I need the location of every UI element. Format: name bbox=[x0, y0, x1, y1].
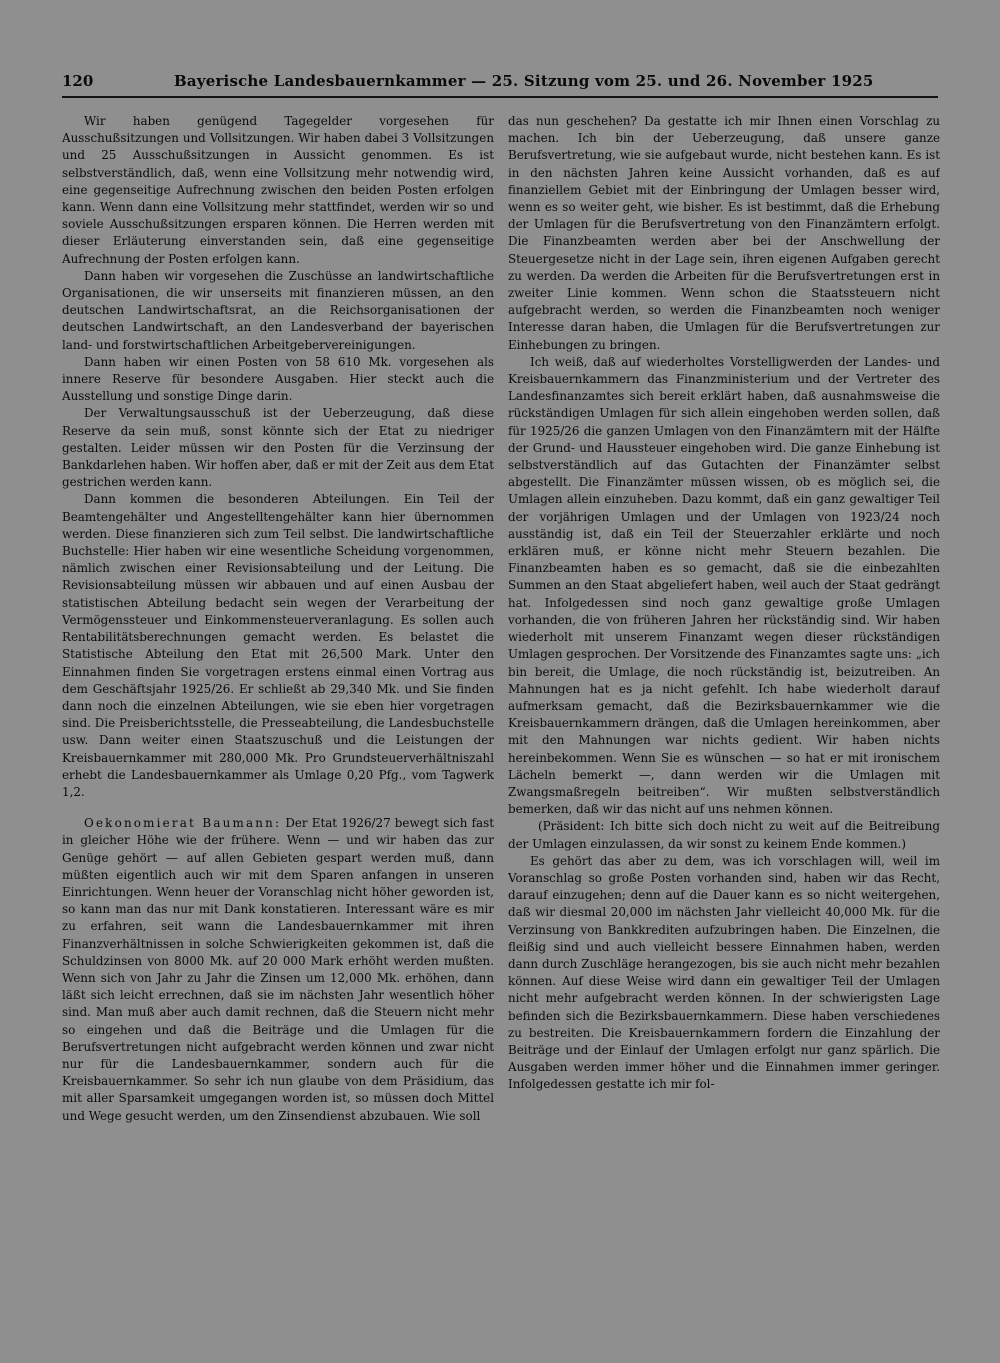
paragraph: Wir haben genügend Tagegelder vorgesehen für Ausschußsitzungen und Vollsitzungen. Wir haben dabei 3 Vollsitzungen und 25 Ausschußsitzungen in Aussicht genommen. Es ist selbstverständlich, daß, wenn eine Vollsitzung mehr notwendig wird, eine gegenseitige Aufrechnung zwischen den beiden Posten erfolgen kann. Wenn dann eine Vollsitzung mehr stattfindet, werden wir so und soviele Ausschußsitzungen ersparen können. Die Herren werden mit dieser Erläuterung einverstanden sein, daß eine gegenseitige Aufrechnung der Posten erfolgen kann. bbox=[62, 114, 494, 266]
speech-paragraph bbox=[62, 815, 494, 1125]
paragraph: Dann kommen die besonderen Abteilungen. Ein Teil der Beamtengehälter und Angestelltengehälter kann hier übernommen werden. Diese finanzieren sich zum Teil selbst. Die landwirtschaftliche Buchstelle: Hier haben wir eine wesentliche Scheidung vorgenommen, nämlich zwischen einer Revisionsabteilung und der Leitung. Die Revisionsabteilung müssen wir abbauen und auf einen Ausbau der statistischen Abteilung bedacht sein wegen der Verarbeitung der Vermögenssteuer und Einkommensteuerveranlagung. Es sollen auch Rentabilitätsberechnungen gemacht werden. Es belastet die Statistische Abteilung den Etat mit 26,500 Mark. Unter den Einnahmen finden Sie vorgetragen erstens einmal einen Vortrag aus dem Geschäftsjahr 1925/26. Er schließt ab 29,340 Mk. und Sie finden dann noch die einzelnen Abteilungen, wie sie eben hier vorgetragen sind. Die Preisberichtsstelle, die Presseabteilung, die Landesbuchstelle usw. Dann weiter einen Staatszuschuß und die Leistungen der Kreisbauernkammer mit 280,000 Mk. Pro Grundsteuerverhältniszahl erhebt die Landesbauernkammer als Umlage 0,20 Pfg., vom Tagwerk 1,2. bbox=[62, 492, 494, 799]
running-title: Bayerische Landesbauernkammer — 25. Sitzung vom 25. und 26. November 1925 bbox=[174, 72, 874, 90]
paragraph: Ich weiß, daß auf wiederholtes Vorstelligwerden der Landes- und Kreisbauernkammern das Finanzministerium und der Vertreter des Landesfinanzamtes sich bereit erklärt haben, daß ausnahmsweise die rückständigen Umlagen für sich allein eingehoben werden sollen, daß für 1925/26 die ganzen Umlagen von den Finanzämtern mit der Hälfte der Grund- und Haussteuer eingehoben wird. Die ganze Einhebung ist selbstverständlich auf das Gutachten der Finanzämter selbst abgestellt. Die Finanzämter müssen wissen, ob es möglich sei, die Umlagen allein einzuheben. Dazu kommt, daß ein ganz gewaltiger Teil der vorjährigen Umlagen und der Umlagen von 1923/24 noch ausständig ist, daß ein Teil der Steuerzahler erklärte und noch erklären muß, er könne nicht mehr Steuern bezahlen. Die Finanzbeamten haben es so gemacht, daß sie die einbezahlten Summen an den Staat abgeliefert haben, weil auch der Staat gedrängt hat. Infolgedessen sind noch ganz gewaltige große Umlagen vorhanden, die von früheren Jahren her rückständig sind. Wir haben wiederholt mit unserem Finanzamt wegen dieser rückständigen Umlagen gesprochen. Der Vorsitzende des Finanzamtes sagte uns: „ich bin bereit, die Umlage, die noch rückständig ist, beizutreiben. An Mahnungen hat es ja nicht gefehlt. Ich habe wiederholt darauf aufmerksam gemacht, daß die Bezirksbauernkammer wie die Kreisbauernkammern drängen, daß die Umlagen hereinkommen, aber mit den Mahnungen war nichts gedient. Wir haben nichts hereinbekommen. Wenn Sie es wünschen — so hat er mit ironischem Lächeln bemerkt —, dann werden wir die Umlagen mit Zwangsmaßregeln beitreiben“. Wir mußten selbstverständlich bemerken, daß wir das nicht auf uns nehmen können. bbox=[508, 354, 940, 817]
page-header bbox=[62, 72, 938, 94]
paragraph: Dann haben wir einen Posten von 58 610 Mk. vorgesehen als innere Reserve für besondere Ausgaben. Hier steckt auch die Ausstellung und sonstige Dinge darin. bbox=[62, 354, 494, 404]
paragraph: Es gehört das aber zu dem, was ich vorschlagen will, weil im Voranschlag so große Posten vorhanden sind, haben wir das Recht, darauf einzugehen; denn auf die Dauer kann es so nicht weitergehen, daß wir diesmal 20,000 im nächsten Jahr vielleicht 40,000 Mk. für die Verzinsung von Bankkrediten aufzubringen haben. Die Einzelnen, die fleißig sind und auch vielleicht bessere Einnahmen haben, werden dann durch Zuschläge herangezogen, bis sie auch nicht mehr bezahlen können. Auf diese Weise wird dann ein gewaltiger Teil der Umlagen nicht mehr aufgebracht werden können. In der schwierigsten Lage befinden sich die Bezirksbauernkammern. Diese haben verschiedenes zu bestreiten. Die Kreisbauernkammern fordern die Einzahlung der Beiträge und der Einlauf der Umlagen erfolgt nur ganz spärlich. Die Ausgaben werden immer höher und die Einnahmen immer geringer. Infolgedessen gestatte ich mir fol- bbox=[508, 853, 940, 1092]
paragraph: Dann haben wir vorgesehen die Zuschüsse an landwirtschaftliche Organisationen, die wir unserseits mit finanzieren müssen, an den deutschen Landwirtschaftsrat, an die Reichsorganisationen der deutschen Landwirtschaft, an den Landesverband der bayerischen land- und forstwirtschaftlichen Arbeitgebervereinigungen. bbox=[62, 268, 494, 352]
header-rule bbox=[62, 96, 938, 98]
left-column bbox=[62, 113, 494, 1331]
interjection: (Präsident: Ich bitte sich doch nicht zu weit auf die Beitreibung der Umlagen einzulassen, da wir sonst zu keinem Ende kommen.) bbox=[508, 819, 940, 851]
page-number: 120 bbox=[62, 72, 94, 90]
paragraph: das nun geschehen? Da gestatte ich mir Ihnen einen Vorschlag zu machen. Ich bin der Ueberzeugung, daß unsere ganze Berufsvertretung, wie sie aufgebaut wurde, nicht bestehen kann. Es ist in den nächsten Jahren keine Aussicht vorhanden, daß es auf finanziellem Gebiet mit der Einbringung der Umlagen besser wird, wenn es so weiter geht, wie bisher. Es ist bestimmt, daß die Erhebung der Umlagen für die Berufsvertretung von den Finanzämtern erfolgt. Die Finanzbeamten werden aber bei der Anschwellung der Steuergesetze nicht in der Lage sein, ihren eigenen Aufgaben gerecht zu werden. Da werden die Arbeiten für die Berufsvertretungen erst in zweiter Linie kommen. Wenn schon die Staatssteuern nicht aufgebracht werden, so werden die Finanzbeamten noch weniger Interesse daran haben, die Umlagen für die Berufsvertretungen zur Einhebungen zu bringen. bbox=[508, 114, 940, 352]
speech-text: Der Etat 1926/27 bewegt sich fast in gleicher Höhe wie der frühere. Wenn — und wir haben das zur Genüge gehört — auf allen Gebieten gespart werden muß, dann müßten eigentlich auch wir mit dem Sparen anfangen in unseren Einrichtungen. Wenn heuer der Voranschlag nicht höher geworden ist, so kann man das nur mit Dank konstatieren. Interessant wäre es mir zu erfahren, seit wann die Landesbauernkammer mit ihren Finanzverhältnissen in solche Schwierigkeiten gekommen ist, daß die Schuldzinsen von 8000 Mk. auf 20 000 Mark erhöht werden mußten. Wenn sich von Jahr zu Jahr die Zinsen um 12,000 Mk. erhöhen, dann läßt sich leicht errechnen, daß sie im nächsten Jahr wesentlich höher sind. Man muß aber auch damit rechnen, daß die Steuern nicht mehr so eingehen und daß die Beiträge und die Umlagen für die Berufsvertretungen nicht aufgebracht werden können und zwar nicht nur für die Landesbauernkammer, sondern auch für die Kreisbauernkammer. So sehr ich nun glaube von dem Präsidium, das mit aller Sparsamkeit umgegangen worden ist, so müssen doch Mittel und Wege gesucht werden, um den Zinsendienst abzubauen. Wie soll bbox=[62, 816, 494, 1123]
paragraph: Der Verwaltungsausschuß ist der Ueberzeugung, daß diese Reserve da sein muß, sonst könnte sich der Etat zu niedriger gestalten. Leider müssen wir den Posten für die Verzinsung der Bankdarlehen haben. Wir hoffen aber, daß er mit der Zeit aus dem Etat gestrichen werden kann. bbox=[62, 406, 494, 490]
speaker-name: Oekonomierat Baumann: bbox=[84, 816, 282, 831]
right-column bbox=[508, 113, 940, 1331]
